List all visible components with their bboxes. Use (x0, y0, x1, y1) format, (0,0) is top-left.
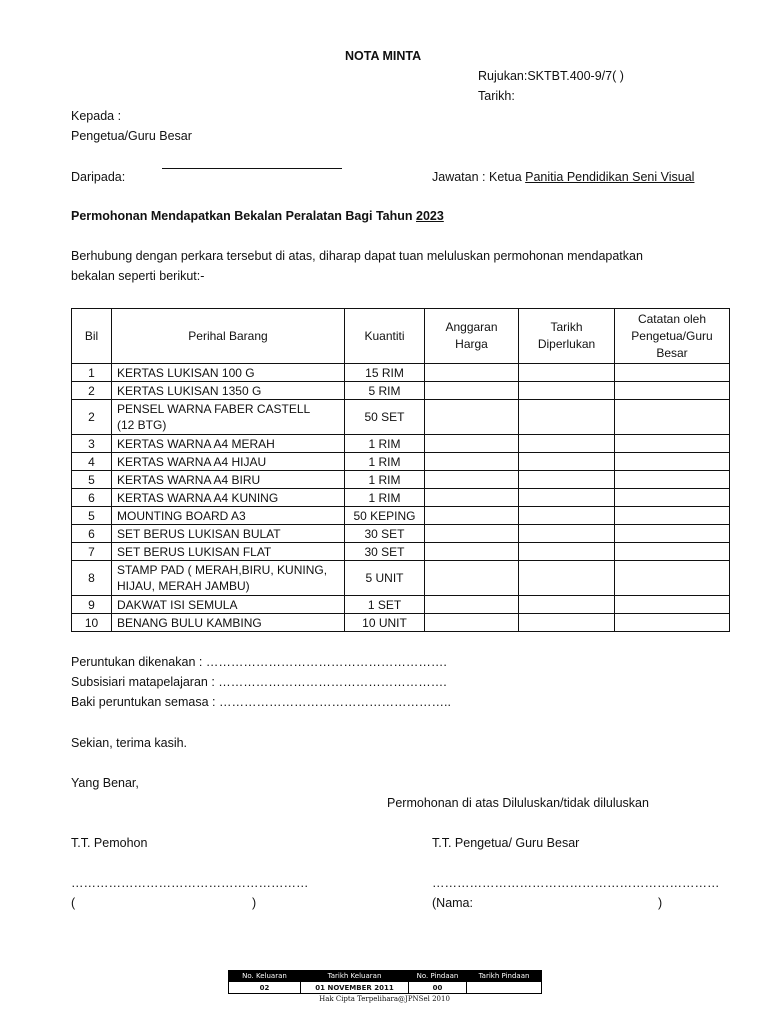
table-row: 4 KERTAS WARNA A4 HIJAU 1 RIM (72, 453, 730, 471)
jawatan-field (432, 170, 694, 184)
revision-header-tarikh-keluaran: Tarikh Keluaran (301, 971, 409, 982)
table-row: 10 BENANG BULU KAMBING 10 UNIT (72, 614, 730, 632)
table-row: 6 SET BERUS LUKISAN BULAT 30 SET (72, 525, 730, 543)
header-bil: Bil (72, 309, 112, 364)
table-row: 5 MOUNTING BOARD A3 50 KEPING (72, 507, 730, 525)
header-tarikh: Tarikh Diperlukan (519, 309, 615, 364)
revision-header-row (229, 971, 542, 982)
revision-header-no-keluaran: No. Keluaran (229, 971, 301, 982)
pemohon-name-close: ) (252, 896, 257, 910)
subject-year: 2023 (416, 209, 444, 223)
date-label: Tarikh: (478, 89, 515, 103)
document-title: NOTA MINTA (345, 49, 422, 63)
pengetua-name-label: (Nama: (432, 896, 473, 910)
kepada-value: Pengetua/Guru Besar (71, 129, 192, 143)
kepada-label: Kepada : (71, 109, 122, 123)
reference-number: Rujukan:SKTBT.400-9/7( ) (478, 69, 624, 83)
revision-no-pindaan: 00 (409, 982, 467, 994)
header-anggaran: Anggaran Harga (425, 309, 519, 364)
body-line-1: Berhubung dengan perkara tersebut di atas, diharap dapat tuan meluluskan permohonan mendapatkan (71, 249, 643, 263)
pemohon-signature-dots: ………………………………………………… (71, 876, 309, 890)
subsisiari-line: Subsisiari matapelajaran : ………………………………………………. (71, 675, 447, 689)
revision-tarikh-pindaan (467, 982, 542, 994)
revision-header-tarikh-pindaan: Tarikh Pindaan (467, 971, 542, 982)
daripada-label: Daripada: (71, 170, 126, 184)
revision-no-keluaran: 02 (229, 982, 301, 994)
table-header-row (72, 309, 730, 364)
baki-line: Baki peruntukan semasa : ……………………………………………….. (71, 695, 451, 709)
peruntukan-line: Peruntukan dikenakan : …………………………………………………. (71, 655, 447, 669)
table-row: 7 SET BERUS LUKISAN FLAT 30 SET (72, 543, 730, 561)
pengetua-signature-dots: …………………………………………………………… (432, 876, 720, 890)
table-row: 2 KERTAS LUKISAN 1350 G 5 RIM (72, 382, 730, 400)
table-row: 5 KERTAS WARNA A4 BIRU 1 RIM (72, 471, 730, 489)
daripada-signature-line (162, 168, 342, 169)
jawatan-label: Jawatan : Ketua (432, 170, 526, 184)
header-catatan: Catatan oleh Pengetua/Guru Besar (615, 309, 730, 364)
revision-header-no-pindaan: No. Pindaan (409, 971, 467, 982)
jawatan-value: Panitia Pendidikan Seni Visual (525, 170, 695, 184)
table-row: 6 KERTAS WARNA A4 KUNING 1 RIM (72, 489, 730, 507)
pemohon-name-open: ( (71, 896, 76, 910)
table-row: 9 DAKWAT ISI SEMULA 1 SET (72, 596, 730, 614)
tt-pemohon-label: T.T. Pemohon (71, 836, 148, 850)
tt-pengetua-label: T.T. Pengetua/ Guru Besar (432, 836, 580, 850)
closing-sekian: Sekian, terima kasih. (71, 736, 188, 750)
body-line-2: bekalan seperti berikut:- (71, 269, 205, 283)
closing-yang-benar: Yang Benar, (71, 776, 139, 790)
header-perihal: Perihal Barang (112, 309, 345, 364)
table-row: 2 PENSEL WARNA FABER CASTELL (12 BTG) 50 SET (72, 400, 730, 435)
table-row: 1 KERTAS LUKISAN 100 G 15 RIM (72, 364, 730, 382)
items-table (71, 308, 730, 632)
revision-value-row (229, 982, 542, 994)
copyright-notice: Hak Cipta Terpelihara@JPNSel 2010 (319, 995, 450, 1003)
header-kuantiti: Kuantiti (345, 309, 425, 364)
revision-table (228, 970, 542, 994)
approval-statement: Permohonan di atas Diluluskan/tidak diluluskan (387, 796, 649, 810)
table-row: 8 STAMP PAD ( MERAH,BIRU, KUNING, HIJAU, MERAH JAMBU) 5 UNIT (72, 561, 730, 596)
table-row: 3 KERTAS WARNA A4 MERAH 1 RIM (72, 435, 730, 453)
revision-tarikh-keluaran: 01 NOVEMBER 2011 (301, 982, 409, 994)
pengetua-name-close: ) (658, 896, 663, 910)
subject-line (71, 209, 444, 223)
subject-text: Permohonan Mendapatkan Bekalan Peralatan Bagi Tahun (71, 209, 416, 223)
